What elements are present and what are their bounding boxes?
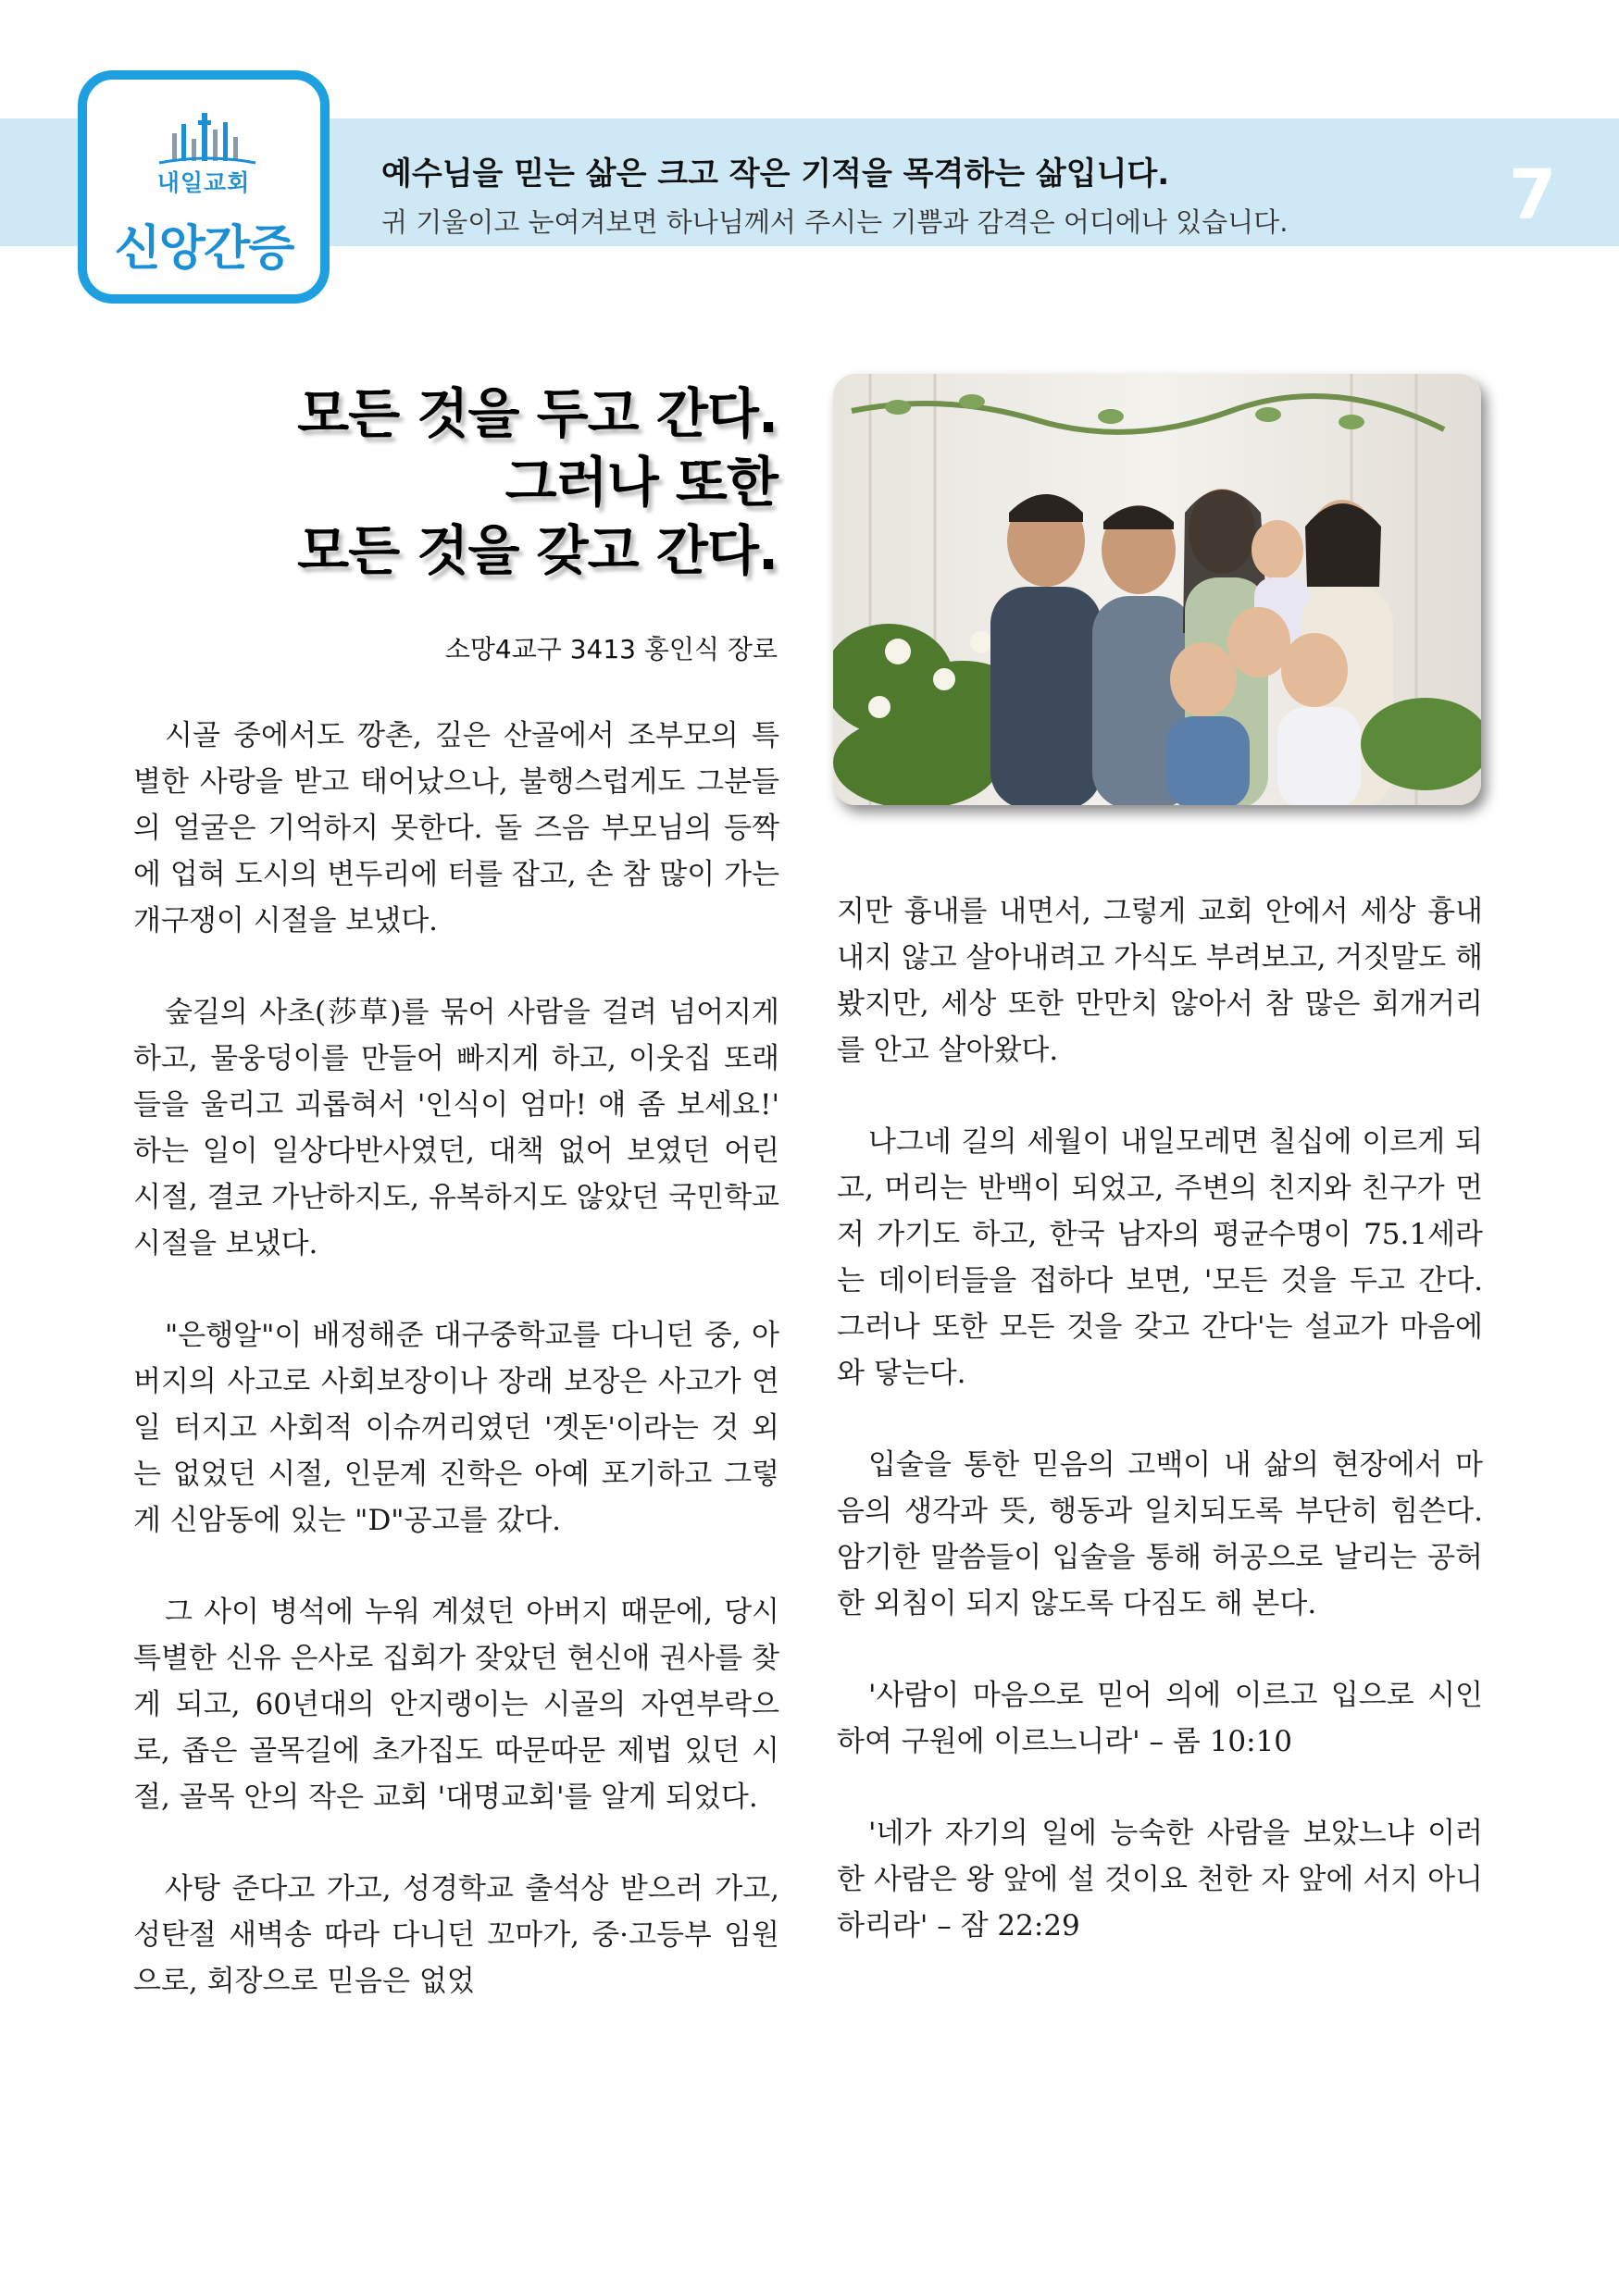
page-number: 7 <box>1509 155 1557 235</box>
family-photo <box>833 374 1481 805</box>
paragraph: 지만 흉내를 내면서, 그렇게 교회 안에서 세상 흉내 내지 않고 살아내려고 가식도 부려보고, 거짓말도 해 봤지만, 세상 또한 만만치 않아서 참 많은 회개거리를 안고 살아왔다. <box>837 895 1483 1067</box>
paragraph: 시골 중에서도 깡촌, 깊은 산골에서 조부모의 특별한 사랑을 받고 태어났으나, 불행스럽게도 그분들의 얼굴은 기억하지 못한다. 돌 즈음 부모님의 등짝에 업혀 도시의 변두리에 터를 잡고, 손 참 많이 가는 개구쟁이 시절을 보냈다. <box>133 719 779 937</box>
article-column-left <box>133 713 779 2050</box>
church-name: 내일교회 <box>156 169 251 196</box>
church-logo <box>78 70 330 304</box>
scripture-quote: '네가 자기의 일에 능숙한 사람을 보았느냐 이러한 사람은 왕 앞에 설 것이요 천한 자 앞에 서지 아니하리라' – 잠 22:29 <box>837 1817 1483 1942</box>
church-skyline-icon <box>152 105 263 170</box>
article-title <box>222 379 778 585</box>
section-label: 신앙간증 <box>114 221 293 277</box>
family-photo-illustration <box>833 374 1481 805</box>
paragraph: 나그네 길의 세월이 내일모레면 칠십에 이르게 되고, 머리는 반백이 되었고, 주변의 친지와 친구가 먼저 가기도 하고, 한국 남자의 평균수명이 75.1세라는 데이터들을 접하다 보면, '모든 것을 두고 간다. 그러나 또한 모든 것을 갖고 간다'는 설교가 마음에 와 닿는다. <box>837 1125 1483 1390</box>
author-byline: 소망4교구 3413 홍인식 장로 <box>444 634 778 664</box>
paragraph: 사탕 준다고 가고, 성경학교 출석상 받으러 가고, 성탄절 새벽송 따라 다니던 꼬마가, 중·고등부 임원으로, 회장으로 믿음은 없었 <box>133 1872 779 1998</box>
title-line: 그러나 또한 <box>504 451 778 514</box>
paragraph: "은행알"이 배정해준 대구중학교를 다니던 중, 아버지의 사고로 사회보장이나 장래 보장은 사고가 연일 터지고 사회적 이슈꺼리였던 '곗돈'이라는 것 외는 없었던 시절, 인문계 진학은 아예 포기하고 그렇게 신암동에 있는 "D"공고를 갔다. <box>133 1319 779 1537</box>
paragraph: 그 사이 병석에 누워 계셨던 아버지 때문에, 당시 특별한 신유 은사로 집회가 잦았던 현신애 권사를 찾게 되고, 60년대의 안지랭이는 시골의 자연부락으로, 좁은 골목길에 초가집도 따문따문 제법 있던 시절, 골목 안의 작은 교회 '대명교회'를 알게 되었다. <box>133 1595 779 1814</box>
title-line: 모든 것을 갖고 간다. <box>297 519 778 582</box>
header-headline: 예수님을 믿는 삶은 크고 작은 기적을 목격하는 삶입니다. <box>381 155 1170 192</box>
scripture-quote: '사람이 마음으로 믿어 의에 이르고 입으로 시인하여 구원에 이르느니라' – 롬 10:10 <box>837 1679 1483 1758</box>
paragraph: 숲길의 사초(莎草)를 묶어 사람을 걸려 넘어지게 하고, 물웅덩이를 만들어 빠지게 하고, 이웃집 또래들을 울리고 괴롭혀서 '인식이 엄마! 얘 좀 보세요!' 하는 일이 일상다반사였던, 대책 없어 보였던 어린 시절, 결코 가난하지도, 유복하지도 않았던 국민학교 시절을 보냈다. <box>133 996 779 1260</box>
header-subline: 귀 기울이고 눈여겨보면 하나님께서 주시는 기쁨과 감격은 어디에나 있습니다. <box>381 206 1289 238</box>
paragraph: 입술을 통한 믿음의 고백이 내 삶의 현장에서 마음의 생각과 뜻, 행동과 일치되도록 부단히 힘쓴다. 암기한 말씀들이 입술을 통해 허공으로 날리는 공허한 외침이 되지 않도록 다짐도 해 본다. <box>837 1448 1483 1620</box>
article-column-right <box>837 888 1483 1994</box>
title-line: 모든 것을 두고 간다. <box>297 382 778 445</box>
